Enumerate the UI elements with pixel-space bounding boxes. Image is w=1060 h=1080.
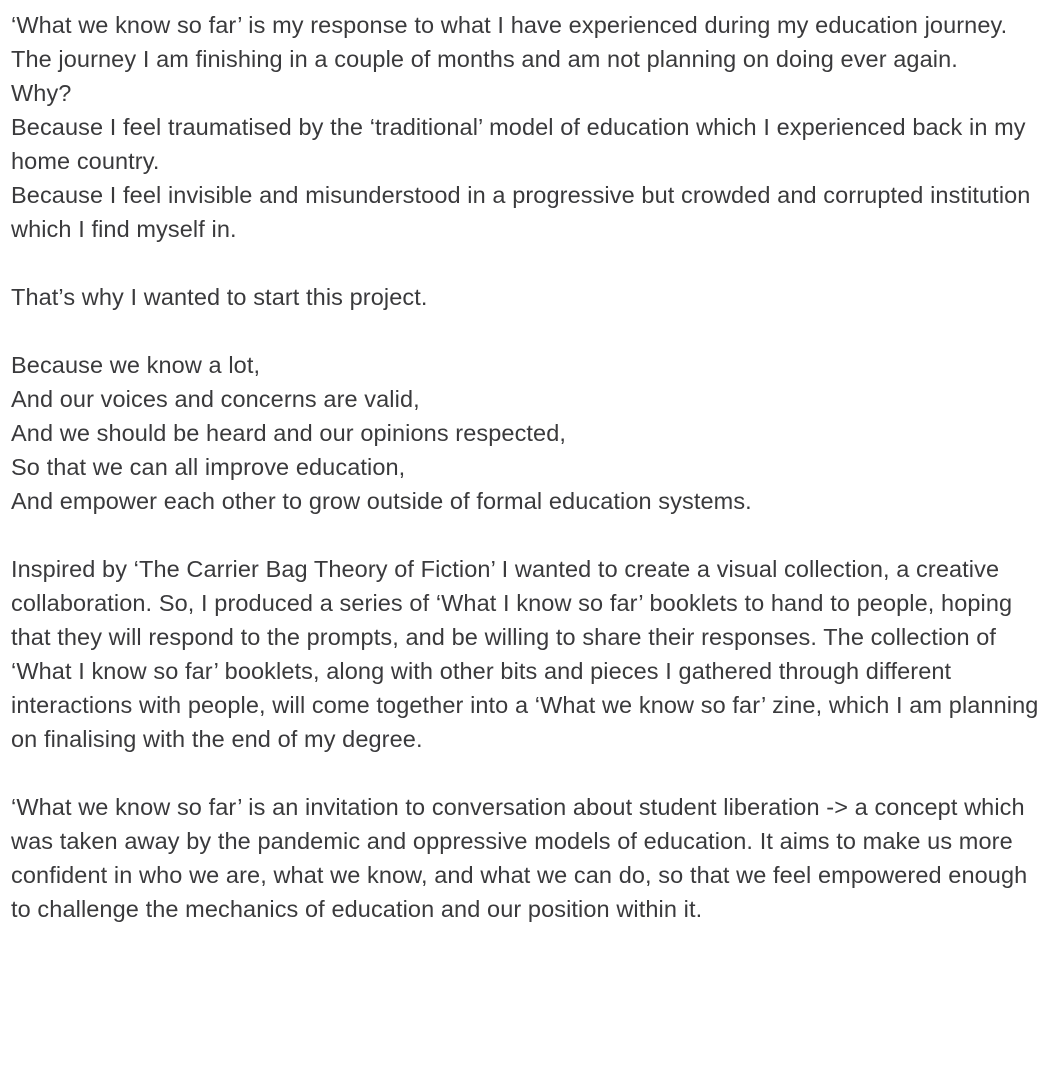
text-line: Why? [11, 80, 72, 106]
paragraph-project-start [11, 280, 1051, 314]
text-line: That’s why I wanted to start this project. [11, 284, 428, 310]
text-line: ‘What we know so far’ is an invitation to conversation about student liberation -> a concept which was taken away by the pandemic and oppressive models of education. It aims to make us more confident in who we are, what we know, and what we can do, so that we feel empowered enough to challenge the mechanics of education and our position within it. [11, 794, 1028, 922]
text-line: ‘What we know so far’ is my response to what I have experienced during my education journey. [11, 12, 1008, 38]
text-line: The journey I am finishing in a couple of months and am not planning on doing ever again. [11, 46, 958, 72]
text-line: And our voices and concerns are valid, [11, 386, 420, 412]
document-body [11, 8, 1051, 926]
paragraph-intro [11, 8, 1051, 246]
text-line: Because I feel invisible and misunderstood in a progressive but crowded and corrupted institution which I find myself in. [11, 182, 1031, 242]
paragraph-inspiration [11, 552, 1051, 756]
text-line: Because we know a lot, [11, 352, 261, 378]
text-line: Inspired by ‘The Carrier Bag Theory of Fiction’ I wanted to create a visual collection, a creative collaboration. So, I produced a series of ‘What I know so far’ booklets to hand to people, hoping that they will respond to the prompts, and be willing to share their responses. The collection of ‘What I know so far’ booklets, along with other bits and pieces I gathered through different interactions with people, will come together into a ‘What we know so far’ zine, which I am planning on finalising with the end of my degree. [11, 556, 1039, 752]
paragraph-invitation [11, 790, 1051, 926]
paragraph-manifesto [11, 348, 1051, 518]
text-line: And empower each other to grow outside of formal education systems. [11, 488, 752, 514]
text-line: And we should be heard and our opinions respected, [11, 420, 567, 446]
text-line: Because I feel traumatised by the ‘traditional’ model of education which I experienced back in my home country. [11, 114, 1026, 174]
text-line: So that we can all improve education, [11, 454, 406, 480]
